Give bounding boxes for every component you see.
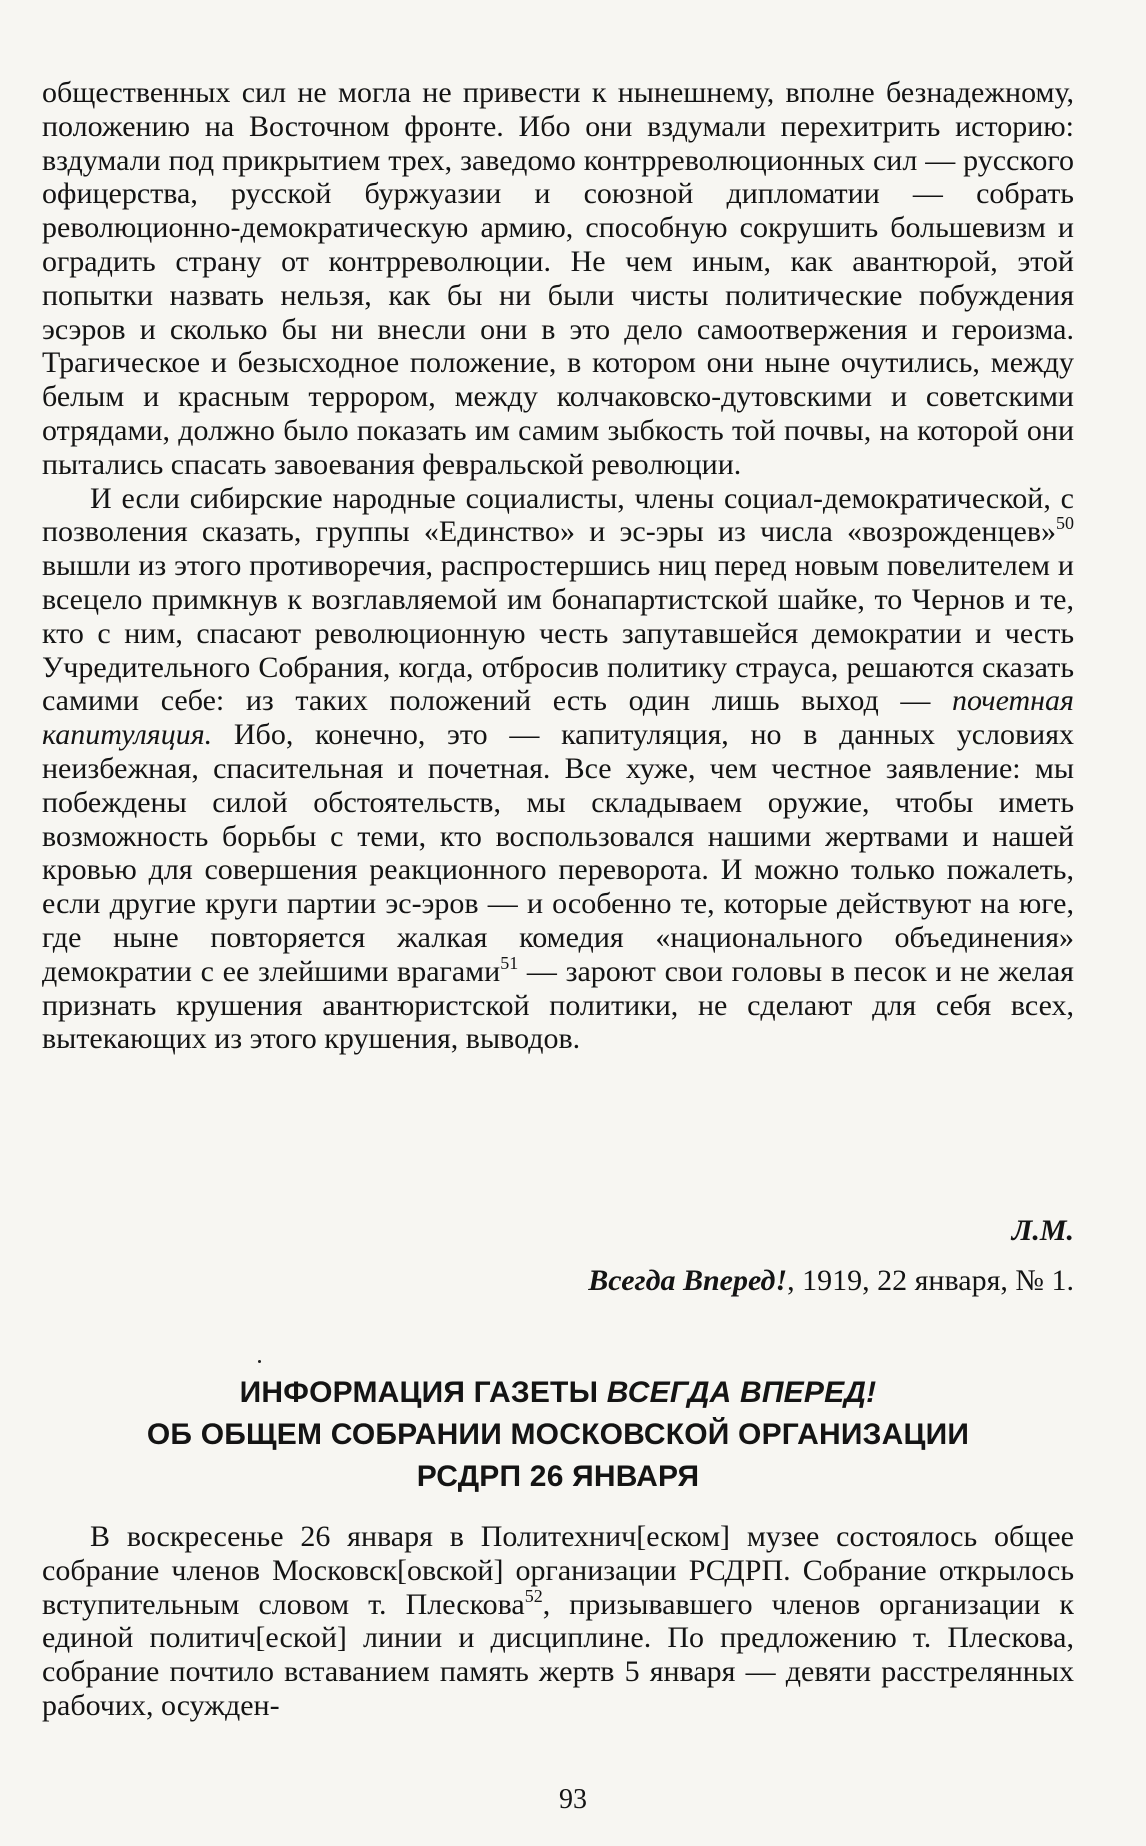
paragraph-2-text-b: вышли из этого противоречия, распростершись ниц перед новым повелителем и всецело примкнув к возглавляемой им бонапартистской шайке, то Чернов и те, кто с ним, спасают революционную честь запутавшейся демократии и честь Учредительного Собрания, когда, отбросив политику страуса, решаются сказать самими себе: из таких положений есть один лишь выход — bbox=[42, 549, 1074, 718]
footnote-ref-50[interactable]: 50 bbox=[1056, 513, 1074, 534]
paragraph-2-text-a: И если сибирские народные социалисты, члены социал-демократической, с позволения сказать, группы «Единство» и эс-эры из числа «возрожденцев» bbox=[42, 481, 1074, 549]
article-body bbox=[42, 76, 1074, 1056]
paragraph-2-text-d: — зароют свои головы в песок и не желая признать крушения авантюристской политики, не сделают для себя всех, вытекающих из этого крушения, выводов. bbox=[42, 954, 1074, 1056]
author-signature: Л.М. bbox=[1011, 1214, 1074, 1247]
title-line-1 bbox=[42, 1372, 1074, 1414]
source-details: , 1919, 22 января, № 1. bbox=[787, 1264, 1074, 1297]
article-2-body bbox=[42, 1520, 1074, 1723]
title-line-3: РСДРП 26 ЯНВАРЯ bbox=[416, 1460, 700, 1493]
page-number: 93 bbox=[559, 1784, 587, 1815]
title-line-2: ОБ ОБЩЕМ СОБРАНИИ МОСКОВСКОЙ ОРГАНИЗАЦИИ bbox=[146, 1418, 970, 1451]
speck-dot bbox=[258, 1360, 261, 1363]
footnote-ref-52[interactable]: 52 bbox=[524, 1585, 543, 1606]
source-newspaper: Всегда Вперед! bbox=[588, 1264, 788, 1297]
title-newspaper: ВСЕГДА ВПЕРЕД! bbox=[606, 1376, 877, 1409]
paragraph-2-text-c: Ибо, конечно, это — капитуляция, но в данных условиях неизбежная, спасительная и почетная. Все хуже, чем честное заявление: мы побеждены силой обстоятельств, мы складываем оружие, чтобы иметь возможность борьбы с теми, кто воспользовался нашими жертвами и нашей кровью для совершения реакционного переворота. И можно только пожалеть, если другие круги партии эс-эров — и особенно те, которые действуют на юге, где ныне повторяется жалкая комедия «национального объединения» демократии с ее злейшими врагами bbox=[42, 718, 1074, 988]
footnote-ref-51[interactable]: 51 bbox=[500, 952, 519, 973]
section-title bbox=[42, 1372, 1074, 1498]
article-2-paragraph-1 bbox=[42, 1520, 1074, 1723]
title-line-1-text: ИНФОРМАЦИЯ ГАЗЕТЫ bbox=[239, 1376, 607, 1409]
source-citation bbox=[588, 1264, 1074, 1298]
paragraph-2-italic: почетная капитуляция. bbox=[42, 684, 1074, 752]
article-2-text-a: В воскресенье 26 января в Политехнич[еском] музее состоялось общее собрание членов Московск[овской] организации РСДРП. Собрание открылось вступительным словом т. Плескова bbox=[42, 1520, 1074, 1621]
paragraph-2 bbox=[42, 482, 1074, 1057]
article-2-text-b: , призывавшего членов организации к единой политич[еской] линии и дисциплине. По предложению т. Плескова, собрание почтило вставанием память жертв 5 января — девяти расстрелянных рабочих, осужден- bbox=[42, 1587, 1074, 1722]
paragraph-1: общественных сил не могла не привести к нынешнему, вполне безнадежному, положению на Восточном фронте. Ибо они вздумали перехитрить историю: вздумали под прикрытием трех, заведомо контрреволюционных сил — русского офицерства, русской буржуазии и союзной дипломатии — собрать революционно-демократическую армию, способную сокрушить большевизм и оградить страну от контрреволюции. Не чем иным, как авантюрой, этой попытки назвать нельзя, как бы ни были чисты политические побуждения эсэров и сколько бы ни внесли они в это дело самоотвержения и героизма. Трагическое и безысходное положение, в котором они ныне очутились, между белым и красным террором, между колчаковско-дутовскими и советскими отрядами, должно было показать им самим зыбкость той почвы, на которой они пытались спасать завоевания февральской революции. bbox=[42, 76, 1074, 481]
